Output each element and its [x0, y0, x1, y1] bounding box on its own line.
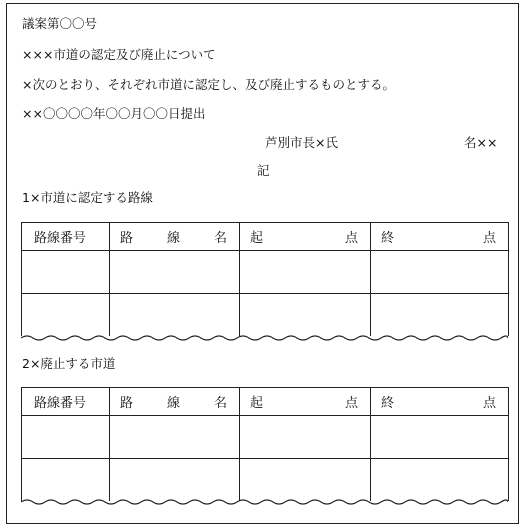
section1-title: 1×市道に認定する路線	[22, 190, 153, 205]
header-end-point: 終 点	[371, 223, 509, 251]
subject-line: ×××市道の認定及び廃止について	[22, 47, 216, 62]
wavy-break-line	[21, 498, 508, 506]
header-start-point: 起 点	[240, 388, 371, 416]
header-route-number: 路線番号	[22, 223, 110, 251]
table-row	[22, 459, 509, 502]
wavy-break-line	[21, 334, 508, 342]
table-row	[22, 251, 509, 294]
body-text: ×次のとおり、それぞれ市道に認定し、及び廃止するものとする。	[22, 77, 395, 92]
submission-date: ××〇〇〇〇年〇〇月〇〇日提出	[22, 106, 206, 121]
table-row	[22, 416, 509, 459]
section2-title: 2×廃止する市道	[22, 356, 116, 371]
section1-table	[21, 222, 509, 336]
header-route-name: 路 線 名	[110, 223, 240, 251]
table-header-row	[22, 223, 509, 251]
mayor-title: 芦別市長×氏	[265, 135, 338, 150]
header-route-name: 路 線 名	[110, 388, 240, 416]
header-start-point: 起 点	[240, 223, 371, 251]
header-end-point: 終 点	[371, 388, 509, 416]
table-row	[22, 294, 509, 337]
header-route-number: 路線番号	[22, 388, 110, 416]
mayor-name: 名××	[464, 135, 498, 150]
section2-table	[21, 387, 509, 501]
table-header-row	[22, 388, 509, 416]
bill-number: 議案第〇〇号	[22, 16, 98, 31]
ki-heading: 記	[257, 163, 270, 178]
